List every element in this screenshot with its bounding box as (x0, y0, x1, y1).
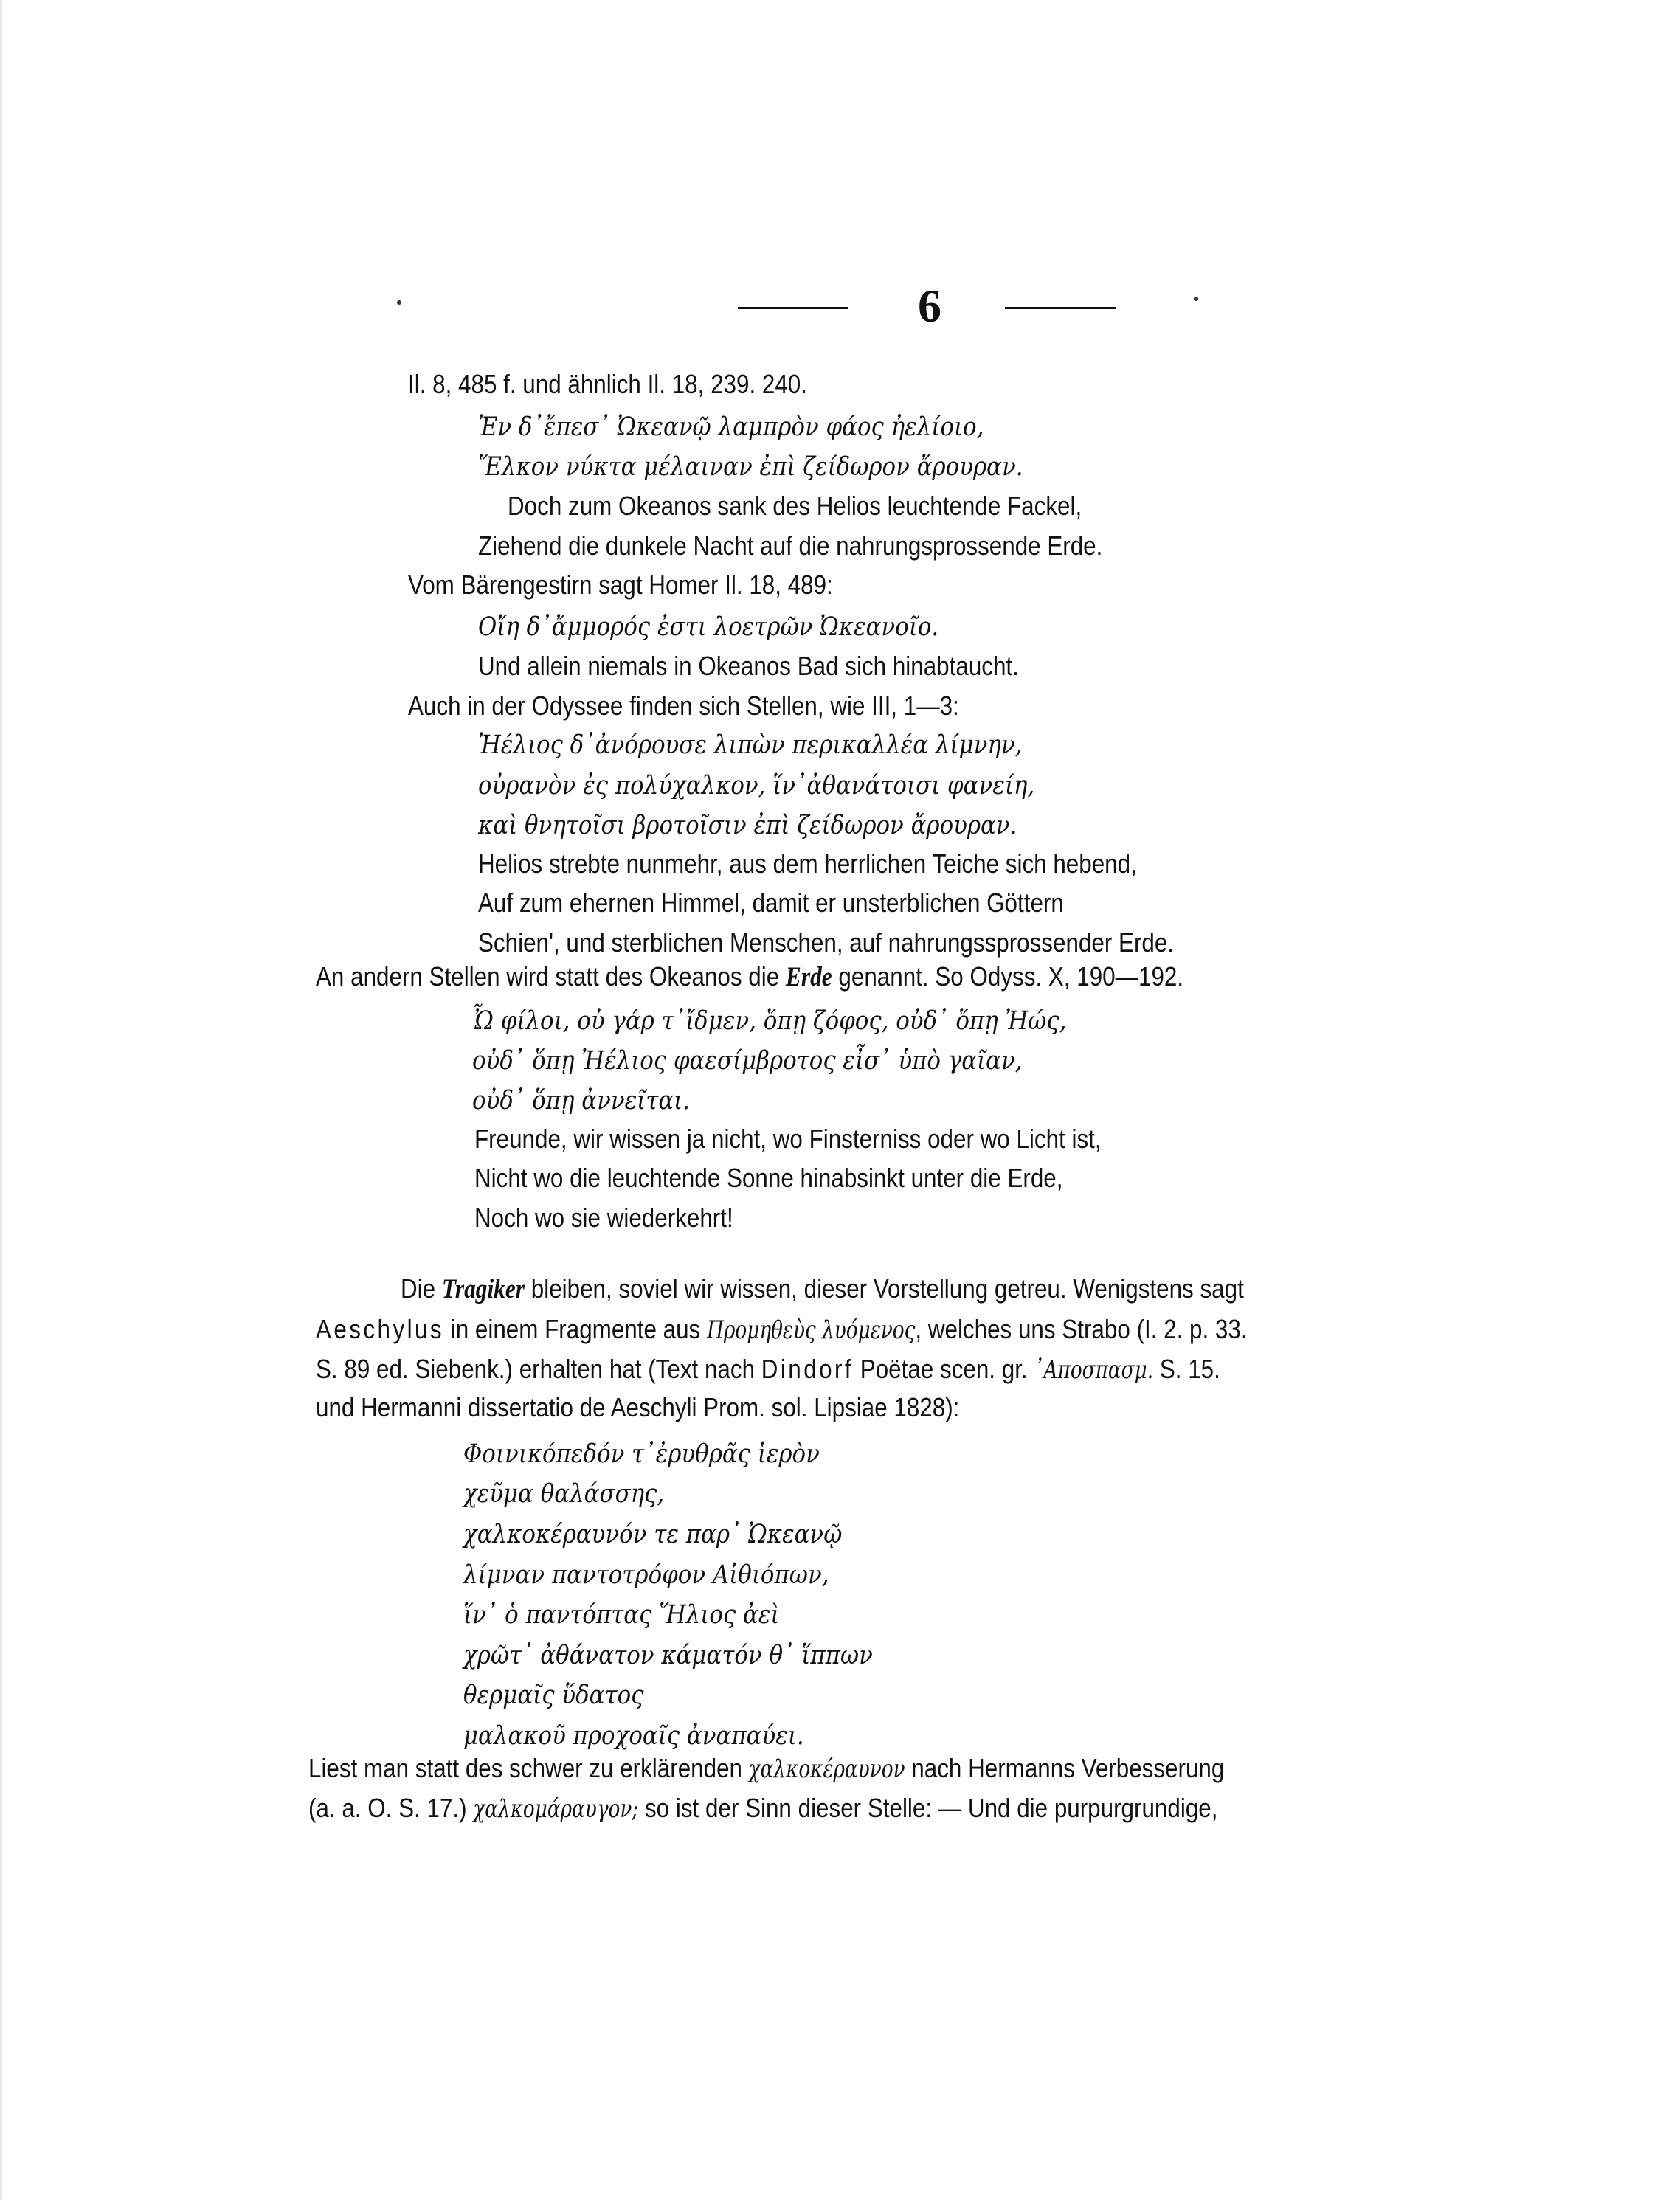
text-span: S. 89 ed. Siebenk.) erhalten hat (Text nach (316, 1354, 756, 1384)
header-rule-left (738, 307, 848, 309)
text-line: Vom Bärengestirn sagt Homer Il. 18, 489: (408, 570, 833, 600)
emphasis-term: Erde (785, 961, 832, 992)
text-span: nach Hermanns Verbesserung (911, 1753, 1225, 1783)
text-span: Liest man statt des schwer zu erklärenden (308, 1753, 742, 1783)
text-span: (a. a. O. S. 17.) (308, 1793, 467, 1823)
greek-verse-line: Ἠέλιος δ᾽ἀνόρουσε λιπὼν περικαλλέα λίμνην, (478, 730, 1023, 760)
spaced-name: Aeschylus (316, 1314, 445, 1344)
greek-verse-line: οὐδ᾽ ὅπῃ ἀννεῖται. (472, 1086, 691, 1115)
page-number: 6 (918, 280, 941, 332)
spaced-name: Dindorf (761, 1354, 854, 1384)
text-line (308, 1750, 1224, 1788)
greek-verse-line: θερμαῖς ὕδατος (463, 1681, 644, 1710)
greek-inline: Προμηθεὺς λυόμενος (706, 1315, 916, 1345)
translation-line: Doch zum Okeanos sank des Helios leuchtende Fackel, (508, 491, 1082, 521)
greek-inline: χαλκοκέραυνον (748, 1754, 905, 1784)
text-span: bleiben, soviel wir wissen, dieser Vorstellung getreu. Wenigstens sagt (530, 1273, 1244, 1304)
greek-inline: ᾽Αποσπασμ. (1034, 1355, 1154, 1385)
greek-verse-line: Ὦ φίλοι, οὐ γάρ τ᾽ἴδμεν, ὅπῃ ζόφος, οὐδ᾽ ὅπῃ Ἠώς, (472, 1006, 1067, 1036)
greek-verse-line: Οἴη δ᾽ἄμμορός ἐστι λοετρῶν Ὠκεανοῖο. (478, 612, 939, 642)
greek-verse-line: Ἕλκον νύκτα μέλαιναν ἐπὶ ζείδωρον ἄρουραν. (478, 452, 1023, 482)
translation-line: Freunde, wir wissen ja nicht, wo Finsterniss oder wo Licht ist, (474, 1124, 1102, 1154)
text-span: Die (401, 1273, 436, 1304)
text-line (401, 1270, 1244, 1307)
text-line: und Hermanni dissertatio de Aeschyli Prom. sol. Lipsiae 1828): (316, 1392, 960, 1422)
translation-line: Und allein niemals in Okeanos Bad sich hinabtaucht. (478, 651, 1019, 681)
emphasis-term: Tragiker (441, 1273, 525, 1304)
translation-line: Noch wo sie wiederkehrt! (474, 1203, 733, 1233)
text-line (308, 1790, 1217, 1827)
greek-verse-line: χεῦμα θαλάσσης, (463, 1479, 665, 1509)
greek-verse-line: καὶ θνητοῖσι βροτοῖσιν ἐπὶ ζείδωρον ἄρουραν. (478, 811, 1017, 840)
translation-line: Auf zum ehernen Himmel, damit er unsterblichen Göttern (478, 888, 1064, 918)
text-line: Il. 8, 485 f. und ähnlich Il. 18, 239. 240. (408, 369, 807, 399)
greek-verse-line: χρῶτ᾽ ἀθάνατον κάματόν θ᾽ ἵππων (463, 1641, 873, 1670)
greek-verse-line: ἵν᾽ ὁ παντόπτας Ἥλιος ἀεὶ (463, 1600, 780, 1630)
text-line (316, 958, 1183, 995)
greek-verse-line: μαλακοῦ προχοαῖς ἀναπαύει. (463, 1721, 804, 1751)
greek-verse-line: Φοινικόπεδόν τ᾽ἐρυθρᾶς ἱερὸν (463, 1439, 820, 1469)
print-speck (1194, 297, 1198, 301)
print-speck (397, 300, 401, 305)
text-span: , welches uns Strabo (I. 2. p. 33. (915, 1314, 1248, 1344)
text-span: Poëtae scen. gr. (860, 1354, 1028, 1384)
text-span: An andern Stellen wird statt des Okeanos die (316, 961, 780, 992)
greek-verse-line: Ἐν δ᾽ἔπεσ᾽ Ὠκεανῷ λαμπρὸν φάος ἠελίοιο, (478, 412, 984, 442)
text-line: Auch in der Odyssee finden sich Stellen, wie III, 1—3: (408, 691, 959, 721)
translation-line: Nicht wo die leuchtende Sonne hinabsinkt unter die Erde, (474, 1163, 1063, 1193)
greek-verse-line: οὐδ᾽ ὅπῃ Ἠέλιος φαεσίμβροτος εἶσ᾽ ὑπὸ γαῖαν, (472, 1046, 1023, 1076)
greek-verse-line: λίμναν παντοτρόφον Αἰθιόπων, (463, 1560, 829, 1590)
text-line (316, 1351, 1220, 1388)
text-span: so ist der Sinn dieser Stelle: — Und die purpurgrundige, (644, 1793, 1218, 1823)
translation-line: Schien', und sterblichen Menschen, auf nahrungssprossender Erde. (478, 927, 1175, 958)
translation-line: Helios strebte nunmehr, aus dem herrlichen Teiche sich hebend, (478, 848, 1137, 879)
text-span: in einem Fragmente aus (450, 1314, 701, 1344)
translation-line: Ziehend die dunkele Nacht auf die nahrungsprossende Erde. (478, 530, 1103, 561)
text-span: S. 15. (1159, 1354, 1220, 1384)
greek-verse-line: οὐρανὸν ἐς πολύχαλκον, ἵν᾽ἀθανάτοισι φανείη, (478, 771, 1035, 800)
text-span: genannt. So Odyss. X, 190—192. (838, 961, 1184, 992)
greek-inline: χαλκομάραυγον; (473, 1794, 639, 1824)
text-line (316, 1311, 1248, 1349)
page-header (738, 273, 1121, 339)
greek-verse-line: χαλκοκέραυνόν τε παρ᾽ Ὠκεανῷ (463, 1520, 843, 1549)
header-rule-right (1005, 307, 1116, 309)
